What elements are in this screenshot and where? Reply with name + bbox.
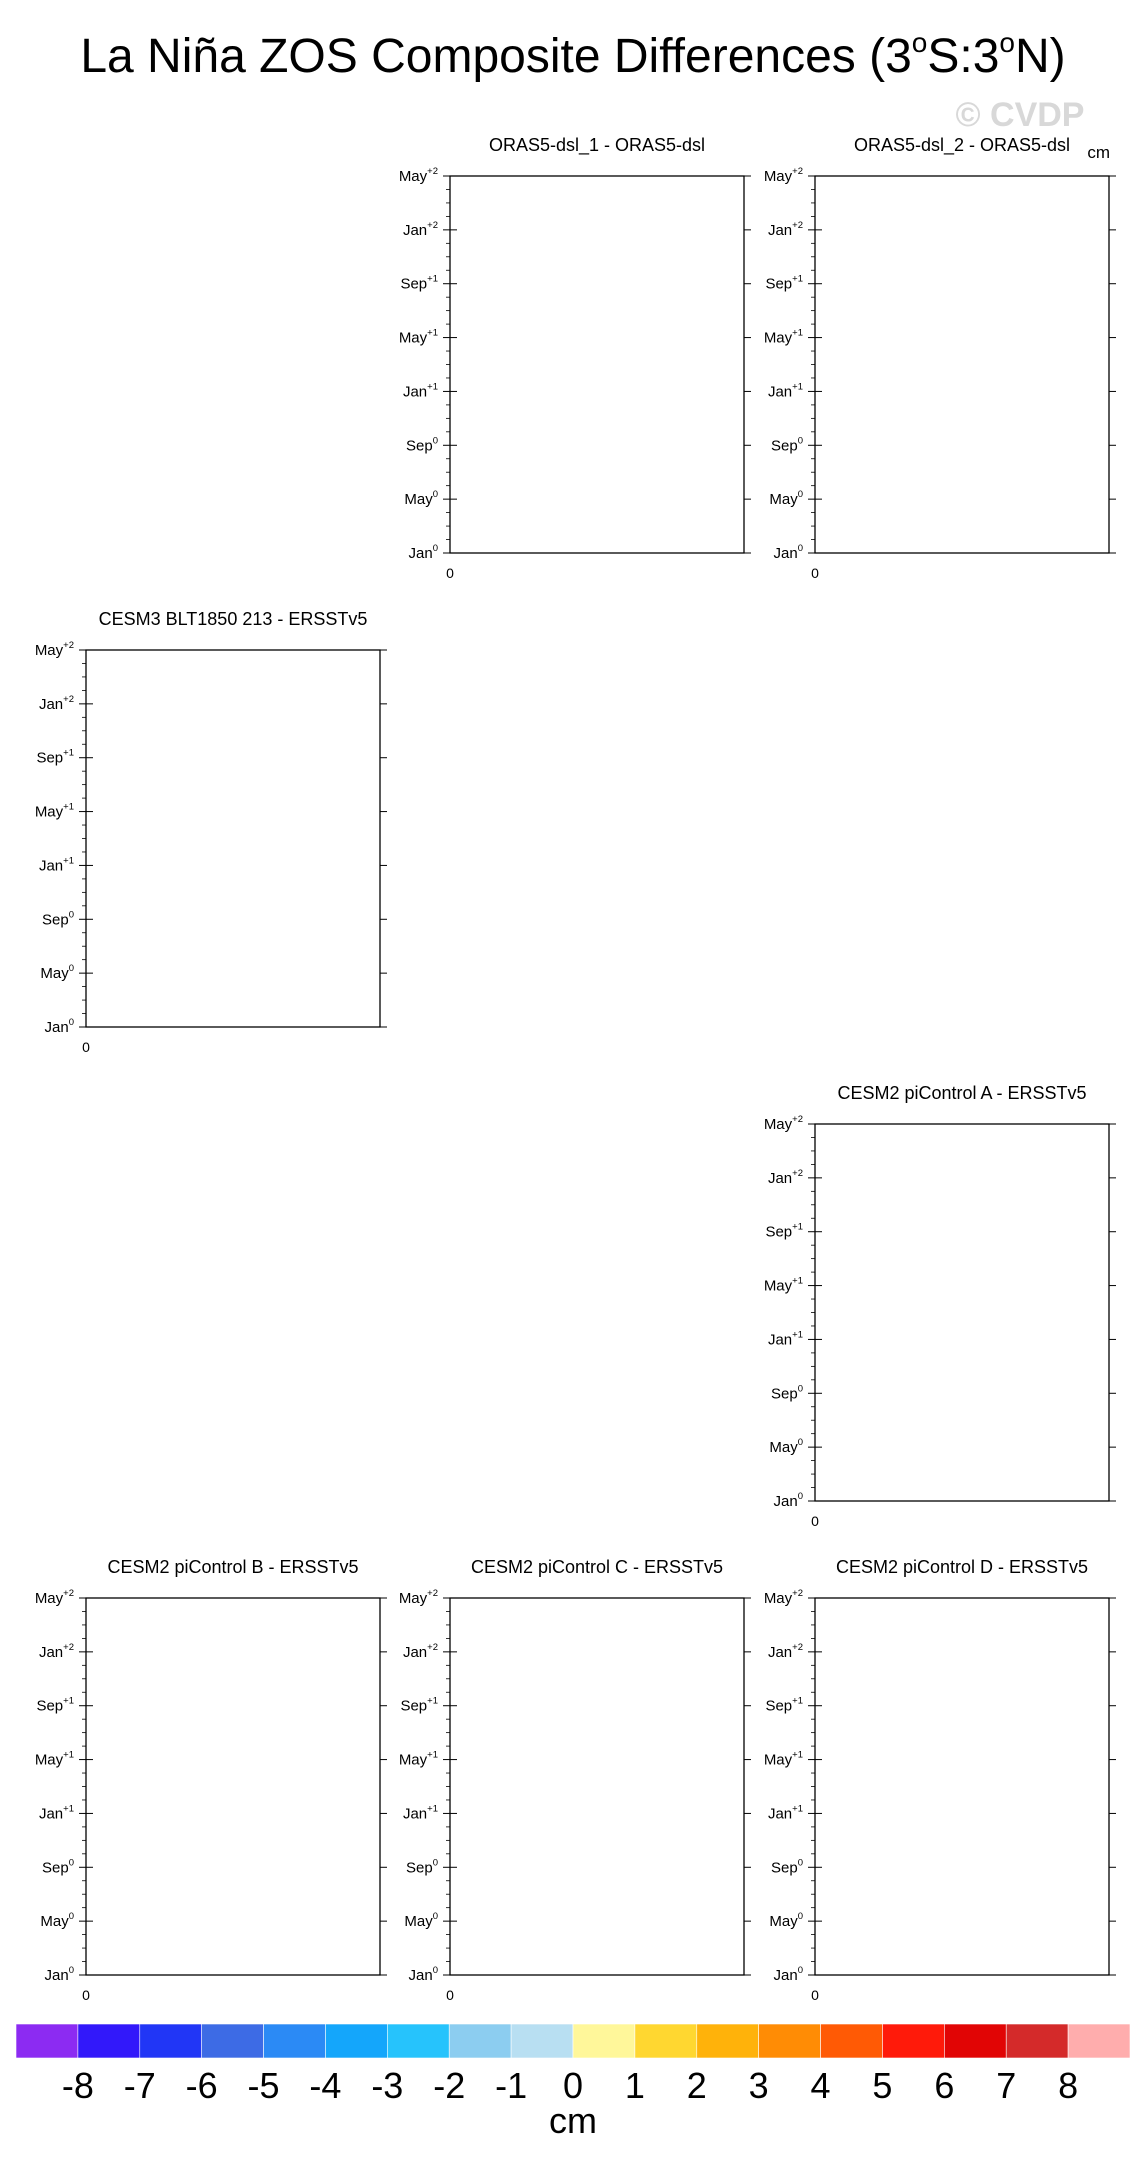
plot-frame — [86, 1598, 380, 1975]
colorbar-swatch — [449, 2024, 511, 2058]
y-tick-label: May$^{+1}$ — [34, 801, 74, 821]
x-tick-label: 0 — [811, 1513, 819, 1529]
y-tick-label: May$^{+2}$ — [34, 1588, 74, 1607]
colorbar-swatch — [325, 2024, 387, 2058]
figure-title — [80, 27, 1065, 83]
colorbar-label: 1 — [624, 2065, 645, 2106]
colorbar-label: 5 — [872, 2065, 893, 2106]
y-tick-label: Sep$^{+1}$ — [765, 1221, 803, 1241]
panel-5 — [35, 1557, 387, 2003]
panel-2 — [764, 135, 1116, 581]
colorbar-label: -1 — [495, 2065, 528, 2106]
y-tick-label: May$^0$ — [404, 489, 438, 509]
y-tick-label: Jan$^0$ — [773, 1965, 803, 1984]
y-tick-label: Jan$^0$ — [408, 543, 438, 562]
y-tick-label: Jan$^0$ — [44, 1965, 74, 1984]
colorbar-label: -4 — [309, 2065, 342, 2106]
y-tick-label: Sep$^0$ — [406, 435, 438, 455]
plot-frame — [815, 1124, 1109, 1501]
y-tick-label: Jan$^{+1}$ — [767, 381, 803, 401]
colorbar-label: 6 — [934, 2065, 955, 2106]
y-tick-label: Sep$^{+1}$ — [400, 273, 438, 293]
panel-4 — [764, 1083, 1116, 1529]
x-tick-label: 0 — [446, 565, 454, 581]
colorbar-swatch — [759, 2024, 821, 2058]
panel-title: ORAS5-dsl_1 - ORAS5-dsl — [488, 135, 706, 155]
colorbar-swatch — [635, 2024, 697, 2058]
y-tick-label: May$^{+1}$ — [398, 1749, 438, 1769]
plot-frame — [86, 650, 380, 1027]
panel-title: CESM3 BLT1850 213 - ERSSTv5 — [98, 609, 368, 629]
colorbar-swatch — [1006, 2024, 1068, 2058]
y-tick-label: May$^0$ — [769, 1437, 803, 1457]
y-tick-label: Sep$^0$ — [771, 1857, 803, 1877]
x-tick-label: 0 — [811, 565, 819, 581]
plot-frame — [450, 176, 744, 553]
colorbar-swatch — [573, 2024, 635, 2058]
y-tick-label: May$^{+1}$ — [763, 1749, 803, 1769]
panel-title: CESM2 piControl D - ERSSTv5 — [835, 1557, 1089, 1577]
panel-6 — [399, 1557, 751, 2003]
y-tick-label: May$^{+1}$ — [398, 327, 438, 347]
y-tick-label: Sep$^0$ — [771, 435, 803, 455]
y-tick-label: May$^{+2}$ — [398, 1588, 438, 1607]
colorbar-swatch — [1068, 2024, 1130, 2058]
y-tick-label: Sep$^{+1}$ — [400, 1695, 438, 1715]
y-tick-label: Jan$^{+2}$ — [402, 219, 438, 239]
x-tick-label: 0 — [82, 1987, 90, 2003]
y-tick-label: May$^{+2}$ — [763, 166, 803, 185]
y-tick-label: Jan$^{+2}$ — [767, 1167, 803, 1187]
colorbar-label: -5 — [247, 2065, 280, 2106]
y-tick-label: May$^0$ — [40, 963, 74, 983]
y-tick-label: May$^{+1}$ — [34, 1749, 74, 1769]
colorbar-swatch — [511, 2024, 573, 2058]
y-tick-label: Jan$^{+2}$ — [767, 219, 803, 239]
y-tick-label: Sep$^0$ — [42, 1857, 74, 1877]
y-tick-label: Jan$^{+2}$ — [38, 693, 74, 713]
colorbar-swatch — [78, 2024, 140, 2058]
y-tick-label: Sep$^{+1}$ — [36, 1695, 74, 1715]
y-tick-label: May$^0$ — [769, 1911, 803, 1931]
title-text: La Niña ZOS Composite Differences (3 — [80, 30, 912, 83]
plot-frame — [815, 176, 1109, 553]
y-tick-label: Jan$^{+1}$ — [767, 1803, 803, 1823]
y-tick-label: Jan$^0$ — [408, 1965, 438, 1984]
colorbar-label: -3 — [371, 2065, 404, 2106]
colorbar-swatch — [264, 2024, 326, 2058]
y-tick-label: May$^{+1}$ — [763, 327, 803, 347]
y-tick-label: May$^{+2}$ — [398, 166, 438, 185]
colorbar-label: 3 — [748, 2065, 769, 2106]
panel-title: CESM2 piControl C - ERSSTv5 — [470, 1557, 724, 1577]
colorbar-label: 2 — [686, 2065, 707, 2106]
y-tick-label: Jan$^{+2}$ — [38, 1641, 74, 1661]
colorbar-label: 8 — [1058, 2065, 1079, 2106]
x-tick-label: 0 — [82, 1039, 90, 1055]
colorbar-swatch — [697, 2024, 759, 2058]
x-tick-label: 0 — [811, 1987, 819, 2003]
colorbar-swatch — [140, 2024, 202, 2058]
colorbar-unit: cm — [549, 2100, 597, 2141]
panel-3 — [35, 609, 387, 1055]
y-tick-label: Jan$^{+1}$ — [767, 1329, 803, 1349]
y-tick-label: May$^{+2}$ — [34, 640, 74, 659]
colorbar-label: 0 — [562, 2065, 584, 2106]
colorbar-label: -8 — [61, 2065, 94, 2106]
y-tick-label: Jan$^{+1}$ — [38, 1803, 74, 1823]
y-tick-label: Jan$^0$ — [773, 543, 803, 562]
title-superscript: o — [999, 27, 1016, 58]
units-label: cm — [1087, 143, 1110, 162]
colorbar-swatch — [882, 2024, 944, 2058]
title-text: N) — [1015, 30, 1066, 83]
colorbar-label: 7 — [996, 2065, 1017, 2106]
y-tick-label: Jan$^{+2}$ — [767, 1641, 803, 1661]
title-superscript: o — [911, 27, 928, 58]
colorbar-label: -6 — [185, 2065, 218, 2106]
colorbar-swatch — [202, 2024, 264, 2058]
y-tick-label: Jan$^{+2}$ — [402, 1641, 438, 1661]
y-tick-label: Jan$^{+1}$ — [38, 855, 74, 875]
colorbar-label: -7 — [123, 2065, 156, 2106]
y-tick-label: Jan$^{+1}$ — [402, 1803, 438, 1823]
panels-group — [35, 135, 1116, 2003]
y-tick-label: May$^0$ — [769, 489, 803, 509]
panel-1 — [399, 135, 751, 581]
y-tick-label: Jan$^0$ — [773, 1491, 803, 1510]
colorbar-label: 4 — [810, 2065, 831, 2106]
y-tick-label: Sep$^0$ — [771, 1383, 803, 1403]
plot-frame — [450, 1598, 744, 1975]
y-tick-label: Jan$^{+1}$ — [402, 381, 438, 401]
y-tick-label: Jan$^0$ — [44, 1017, 74, 1036]
colorbar-swatch — [821, 2024, 883, 2058]
x-tick-label: 0 — [446, 1987, 454, 2003]
watermark-text: © CVDP — [955, 96, 1085, 134]
colorbar-swatch — [387, 2024, 449, 2058]
y-tick-label: May$^{+2}$ — [763, 1588, 803, 1607]
y-tick-label: Sep$^{+1}$ — [765, 1695, 803, 1715]
y-tick-label: Sep$^0$ — [42, 909, 74, 929]
y-tick-label: Sep$^0$ — [406, 1857, 438, 1877]
colorbar-swatch — [16, 2024, 78, 2058]
panel-7 — [764, 1557, 1116, 2003]
y-tick-label: May$^{+1}$ — [763, 1275, 803, 1295]
y-tick-label: May$^0$ — [404, 1911, 438, 1931]
colorbar — [16, 2024, 1130, 2141]
y-tick-label: May$^{+2}$ — [763, 1114, 803, 1133]
panel-title: CESM2 piControl A - ERSSTv5 — [837, 1083, 1087, 1103]
colorbar-swatch — [944, 2024, 1006, 2058]
colorbar-label: -2 — [433, 2065, 466, 2106]
y-tick-label: Sep$^{+1}$ — [36, 747, 74, 767]
y-tick-label: May$^0$ — [40, 1911, 74, 1931]
y-tick-label: Sep$^{+1}$ — [765, 273, 803, 293]
title-text: S:3 — [927, 30, 1000, 83]
panel-title: CESM2 piControl B - ERSSTv5 — [107, 1557, 359, 1577]
plot-frame — [815, 1598, 1109, 1975]
panel-title: ORAS5-dsl_2 - ORAS5-dsl — [853, 135, 1071, 155]
